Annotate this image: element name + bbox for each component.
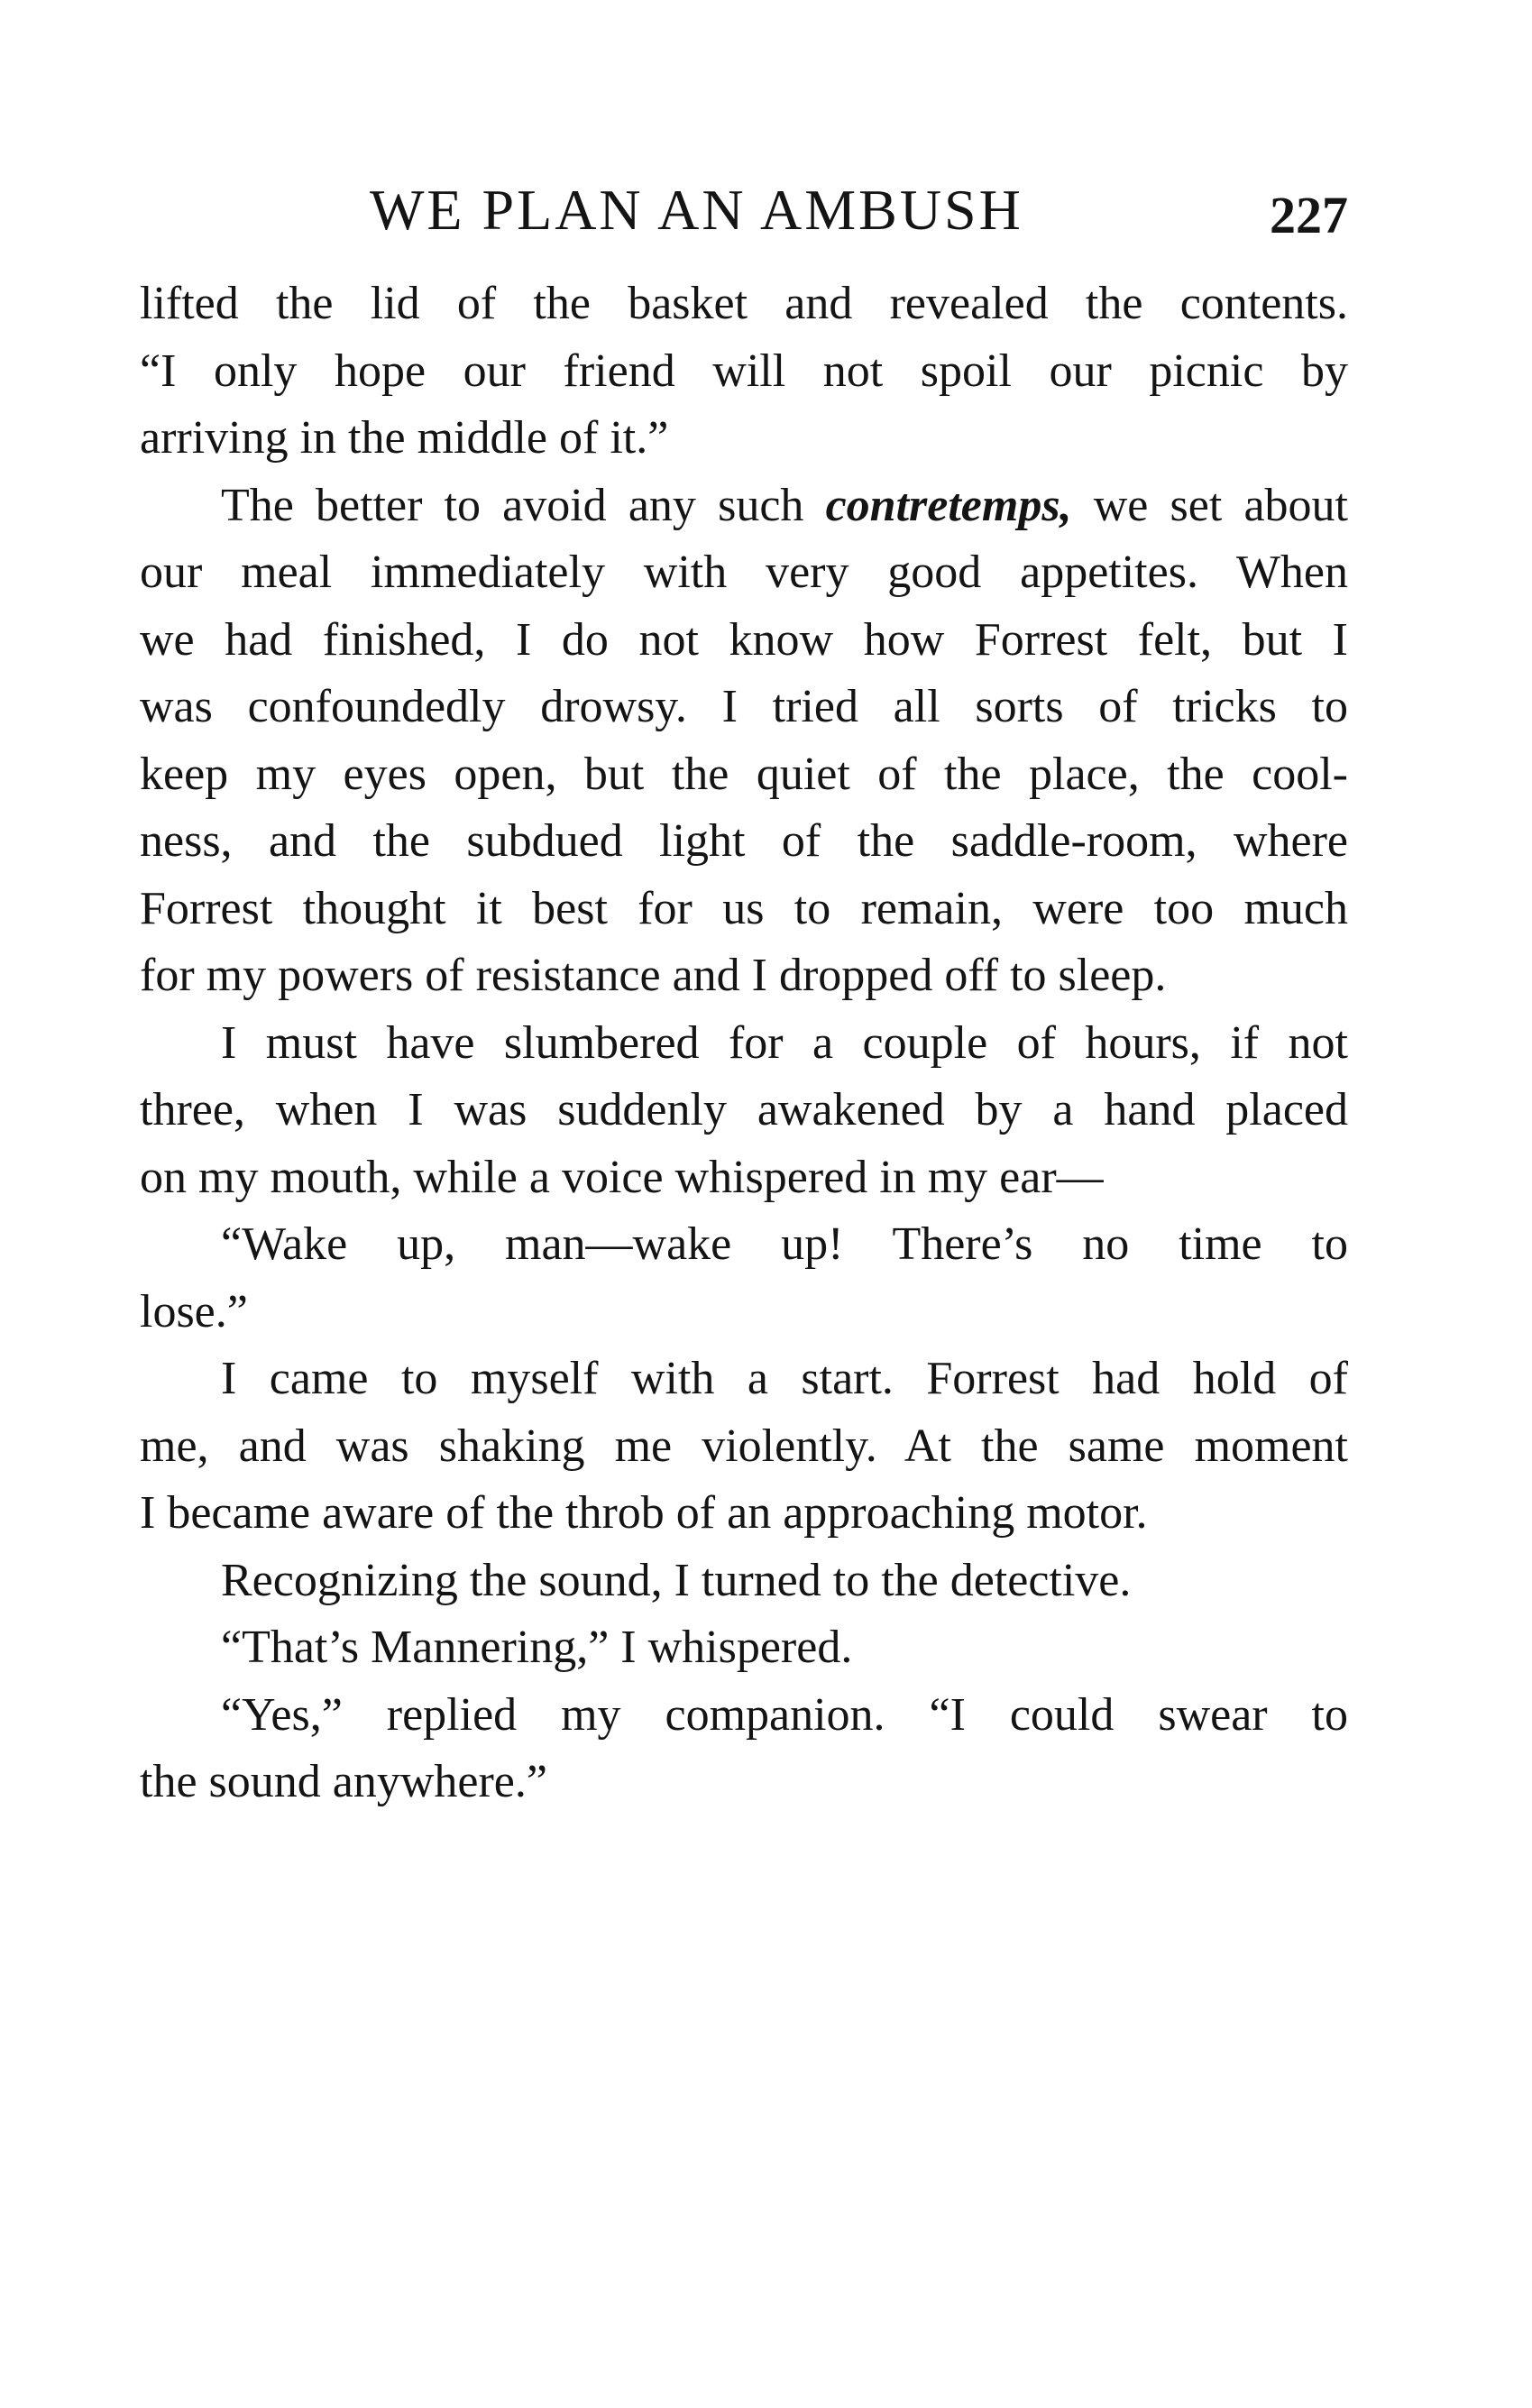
- text-line-20: Recognizing the sound, I turned to the detective.: [221, 1554, 1132, 1606]
- text-line-3: arriving in the middle of it.”: [140, 412, 669, 464]
- text-line-11: for my powers of resistance and I dropped off to sleep.: [140, 950, 1167, 1001]
- text-line-1: lifted the lid of the basket and revealed the contents.: [140, 278, 1348, 329]
- text-line-10: Forrest thought it best for us to remain, were too much: [140, 882, 1348, 934]
- text-line-8: keep my eyes open, but the quiet of the place, the cool-: [140, 748, 1348, 800]
- text-line-21: “That’s Mannering,” I whispered.: [221, 1622, 853, 1673]
- text-line-14: on my mouth, while a voice whispered in my ear—: [140, 1151, 1104, 1203]
- text-line-5: our meal immediately with very good appetites. When: [140, 547, 1348, 598]
- text-line-6: we had finished, I do not know how Forrest felt, but I: [140, 613, 1348, 666]
- text-line-9: ness, and the subdued light of the saddle-room, where: [140, 815, 1348, 867]
- italic-word: contretemps,: [825, 479, 1072, 531]
- text-line-17: I came to myself with a start. Forrest had hold of: [221, 1353, 1348, 1404]
- text-line-12: I must have slumbered for a couple of hours, if not: [221, 1016, 1348, 1069]
- text-line-15: “Wake up, man—wake up! There’s no time to: [221, 1218, 1348, 1270]
- text-line-16: lose.”: [140, 1285, 248, 1337]
- text-line-13: three, when I was suddenly awakened by a hand placed: [140, 1084, 1348, 1135]
- text-line-2: “I only hope our friend will not spoil our picnic by: [140, 345, 1348, 397]
- text-line-23: the sound anywhere.”: [140, 1756, 547, 1807]
- text-line-22: “Yes,” replied my companion. “I could swear to: [221, 1688, 1348, 1741]
- text-line-18: me, and was shaking me violently. At the same moment: [140, 1420, 1348, 1472]
- chapter-title: WE PLAN AN AMBUSH: [370, 178, 1023, 242]
- body-text: [140, 271, 1348, 1816]
- running-head: [140, 170, 1348, 251]
- page-number: 227: [1270, 186, 1348, 244]
- text-line-4-start: The better to avoid any such: [221, 479, 826, 531]
- text-line-4-end: we set about: [1071, 479, 1348, 531]
- text-line-4: [140, 473, 1348, 540]
- text-line-19: I became aware of the throb of an approaching motor.: [140, 1487, 1148, 1539]
- text-line-7: was confoundedly drowsy. I tried all sorts of tricks to: [140, 681, 1348, 732]
